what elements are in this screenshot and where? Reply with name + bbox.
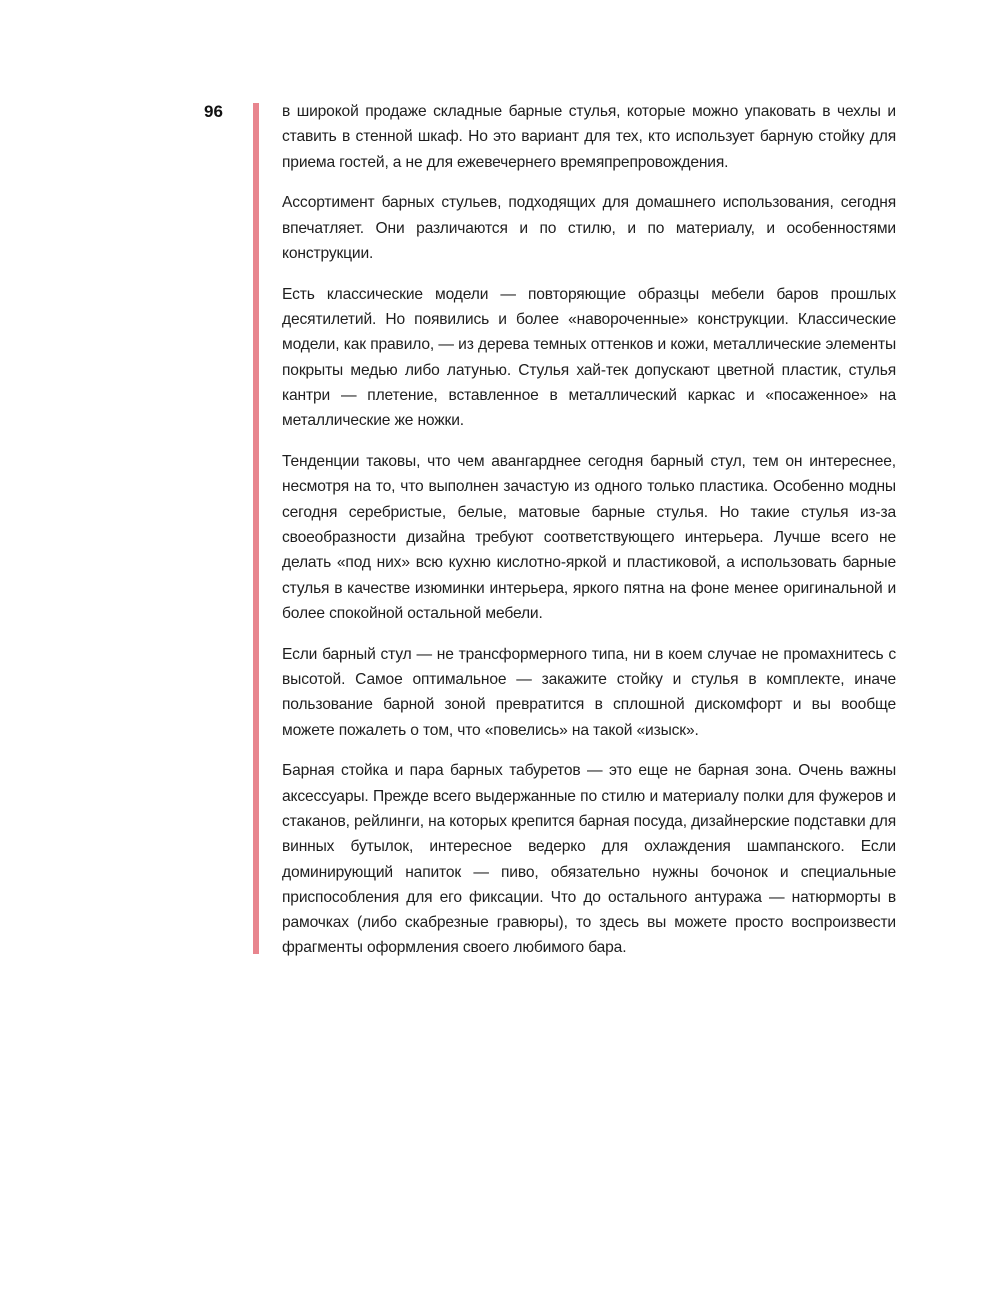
paragraph-1: в широкой продаже складные барные стулья, которые можно упаковать в чехлы и ставить в стенной шкаф. Но это вариант для тех, кто использует барную стойку для приема гостей, а не для ежевечернего времяпрепровождения. xyxy=(282,103,896,171)
page-number: 96 xyxy=(204,102,223,121)
paragraph-2: Ассортимент барных стульев, подходящих для домашнего использования, сегодня впечатляет. Они различаются и по стилю, и по материалу, и особенностями конструкции. xyxy=(282,194,896,262)
paragraph-3: Есть классические модели — повторяющие образцы мебели баров прошлых десятилетий. Но появились и более «навороченные» конструкции. Классические модели, как правило, — из дерева темных оттенков и кожи, металлические элементы покрыты медью либо латунью. Стулья хай-тек допускают цветной пластик, стулья кантри — плетение, вставленное в металлический каркас и «посаженное» на металлические же ножки. xyxy=(282,285,896,430)
accent-bar xyxy=(253,103,259,954)
paragraph-6: Барная стойка и пара барных табуретов — это еще не барная зона. Очень важны аксессуары. Прежде всего выдержанные по стилю и материалу полки для фужеров и стаканов, рейлинги, на которых крепится барная посуда, дизайнерские подставки для винных бутылок, интересное ведерко для охлаждения шампанского. Если доминирующий напиток — пиво, обязательно нужны бочонок и специальные приспособления для его фиксации. Что до остального антуража — натюрморты в рамочках (либо скабрезные гравюры), то здесь вы можете просто воспроизвести фрагменты оформления своего любимого бара. xyxy=(282,762,896,957)
paragraph-4: Тенденции таковы, что чем авангарднее сегодня барный стул, тем он интереснее, несмотря на то, что выполнен зачастую из одного только пластика. Особенно модны сегодня серебристые, белые, матовые барные стулья. Но такие стулья из-за своеобразности дизайна требуют соответствующего интерьера. Лучше всего не делать «под них» всю кухню кислотно-яркой и пластиковой, а использовать барные стулья в качестве изюминки интерьера, яркого пятна на фоне менее оригинальной и более спокойной остальной мебели. xyxy=(282,453,896,622)
body-text xyxy=(282,99,896,976)
paragraph-5: Если барный стул — не трансформерного типа, ни в коем случае не промахнитесь с высотой. Самое оптимальное — закажите стойку и стулья в комплекте, иначе пользование барной зоной превратится в сплошной дискомфорт и вы вообще можете пожалеть о том, что «повелись» на такой «изыск». xyxy=(282,645,896,739)
